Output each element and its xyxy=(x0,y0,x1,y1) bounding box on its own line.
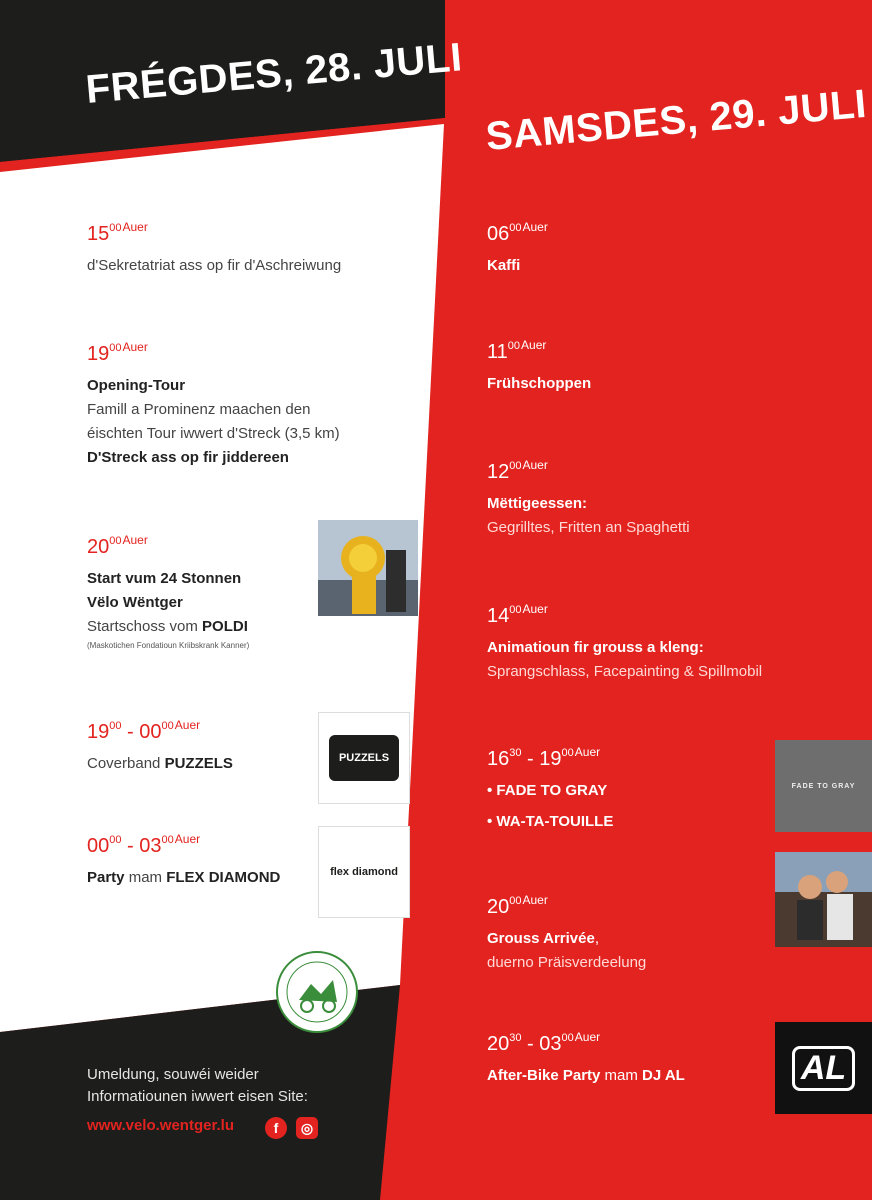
event-time: $20^{00Auer}$ xyxy=(87,533,148,558)
event-title: Frühschoppen xyxy=(487,375,592,392)
event-note: D'Streck ass op fir jiddereen xyxy=(87,449,289,466)
event-title: Grouss Arrivée, xyxy=(487,930,599,947)
poldi-mascot-photo xyxy=(318,520,418,616)
event-time: $19^{00} - 00^{00Auer}$ xyxy=(87,718,201,743)
puzzels-logo: PUZZELS xyxy=(318,712,410,804)
band-item: • FADE TO GRAY xyxy=(487,782,608,799)
flex-diamond-logo: flex diamond xyxy=(318,826,410,918)
event-title: Kaffi xyxy=(487,257,521,274)
event-description: Sprangschlass, Facepainting & Spillmobil xyxy=(487,663,763,680)
event-description: d'Sekretatriat ass op fir d'Aschreiwung xyxy=(87,257,342,274)
friday-title: FRÉGDES, 28. JULI xyxy=(84,35,464,113)
event-time: $14^{00Auer}$ xyxy=(487,602,548,627)
event-title: Mëttigeessen: xyxy=(487,495,588,512)
event-description: Gegrilltes, Fritten an Spaghetti xyxy=(487,519,690,536)
event-time: $20^{30} - 03^{00Auer}$ xyxy=(487,1030,601,1055)
event-sat-4 xyxy=(487,602,762,684)
event-description: Famill a Prominenz maachen den xyxy=(87,401,311,418)
event-footnote: (Maskotichen Fondatioun Kriibskrank Kanner) xyxy=(87,641,250,650)
event-time: $19^{00Auer}$ xyxy=(87,340,148,365)
event-description: Party mam FLEX DIAMOND xyxy=(87,869,281,886)
event-sat-6 xyxy=(487,893,646,975)
event-description: éischten Tour iwwert d'Streck (3,5 km) xyxy=(87,425,340,442)
event-title: Vëlo Wëntger xyxy=(87,594,183,611)
event-time: $00^{00} - 03^{00Auer}$ xyxy=(87,832,201,857)
footer-info: Umeldung, souwéi weider Informatiounen iwwert eisen Site: xyxy=(87,1066,308,1105)
event-time: $15^{00Auer}$ xyxy=(87,220,148,245)
event-fri-1 xyxy=(87,220,341,278)
event-title: Opening-Tour xyxy=(87,377,186,394)
website-link[interactable]: www.velo.wentger.lu xyxy=(87,1117,234,1134)
facebook-icon[interactable]: f xyxy=(265,1117,287,1139)
event-description: After-Bike Party mam DJ AL xyxy=(487,1067,685,1084)
event-sat-2 xyxy=(487,338,591,396)
event-fri-4 xyxy=(87,718,233,776)
event-title: Animatioun fir grouss a kleng: xyxy=(487,639,704,656)
event-time: $11^{00Auer}$ xyxy=(487,338,547,363)
fade-to-gray-logo: FADE TO GRAY xyxy=(775,740,872,832)
wa-ta-touille-photo xyxy=(775,852,872,947)
event-time: $12^{00Auer}$ xyxy=(487,458,548,483)
event-title: Start vum 24 Stonnen xyxy=(87,570,242,587)
band-item: • WA-TA-TOUILLE xyxy=(487,813,614,830)
club-seal-logo xyxy=(275,950,359,1034)
event-description: Coverband PUZZELS xyxy=(87,755,233,772)
event-time: $20^{00Auer}$ xyxy=(487,893,548,918)
saturday-title: SAMSDES, 29. JULI xyxy=(484,81,869,160)
event-sat-3 xyxy=(487,458,690,540)
event-description: Startschoss vom POLDI xyxy=(87,618,248,635)
event-time: $06^{00Auer}$ xyxy=(487,220,548,245)
event-sat-1 xyxy=(487,220,548,278)
event-sat-7 xyxy=(487,1030,685,1088)
event-time: $16^{30} - 19^{00Auer}$ xyxy=(487,745,601,770)
event-fri-3 xyxy=(87,533,249,653)
event-fri-2 xyxy=(87,340,340,470)
instagram-icon[interactable]: ◎ xyxy=(296,1117,318,1139)
dj-al-logo: AL xyxy=(775,1022,872,1114)
event-fri-5 xyxy=(87,832,280,890)
event-sat-5 xyxy=(487,745,613,834)
event-description: duerno Präisverdeelung xyxy=(487,954,647,971)
